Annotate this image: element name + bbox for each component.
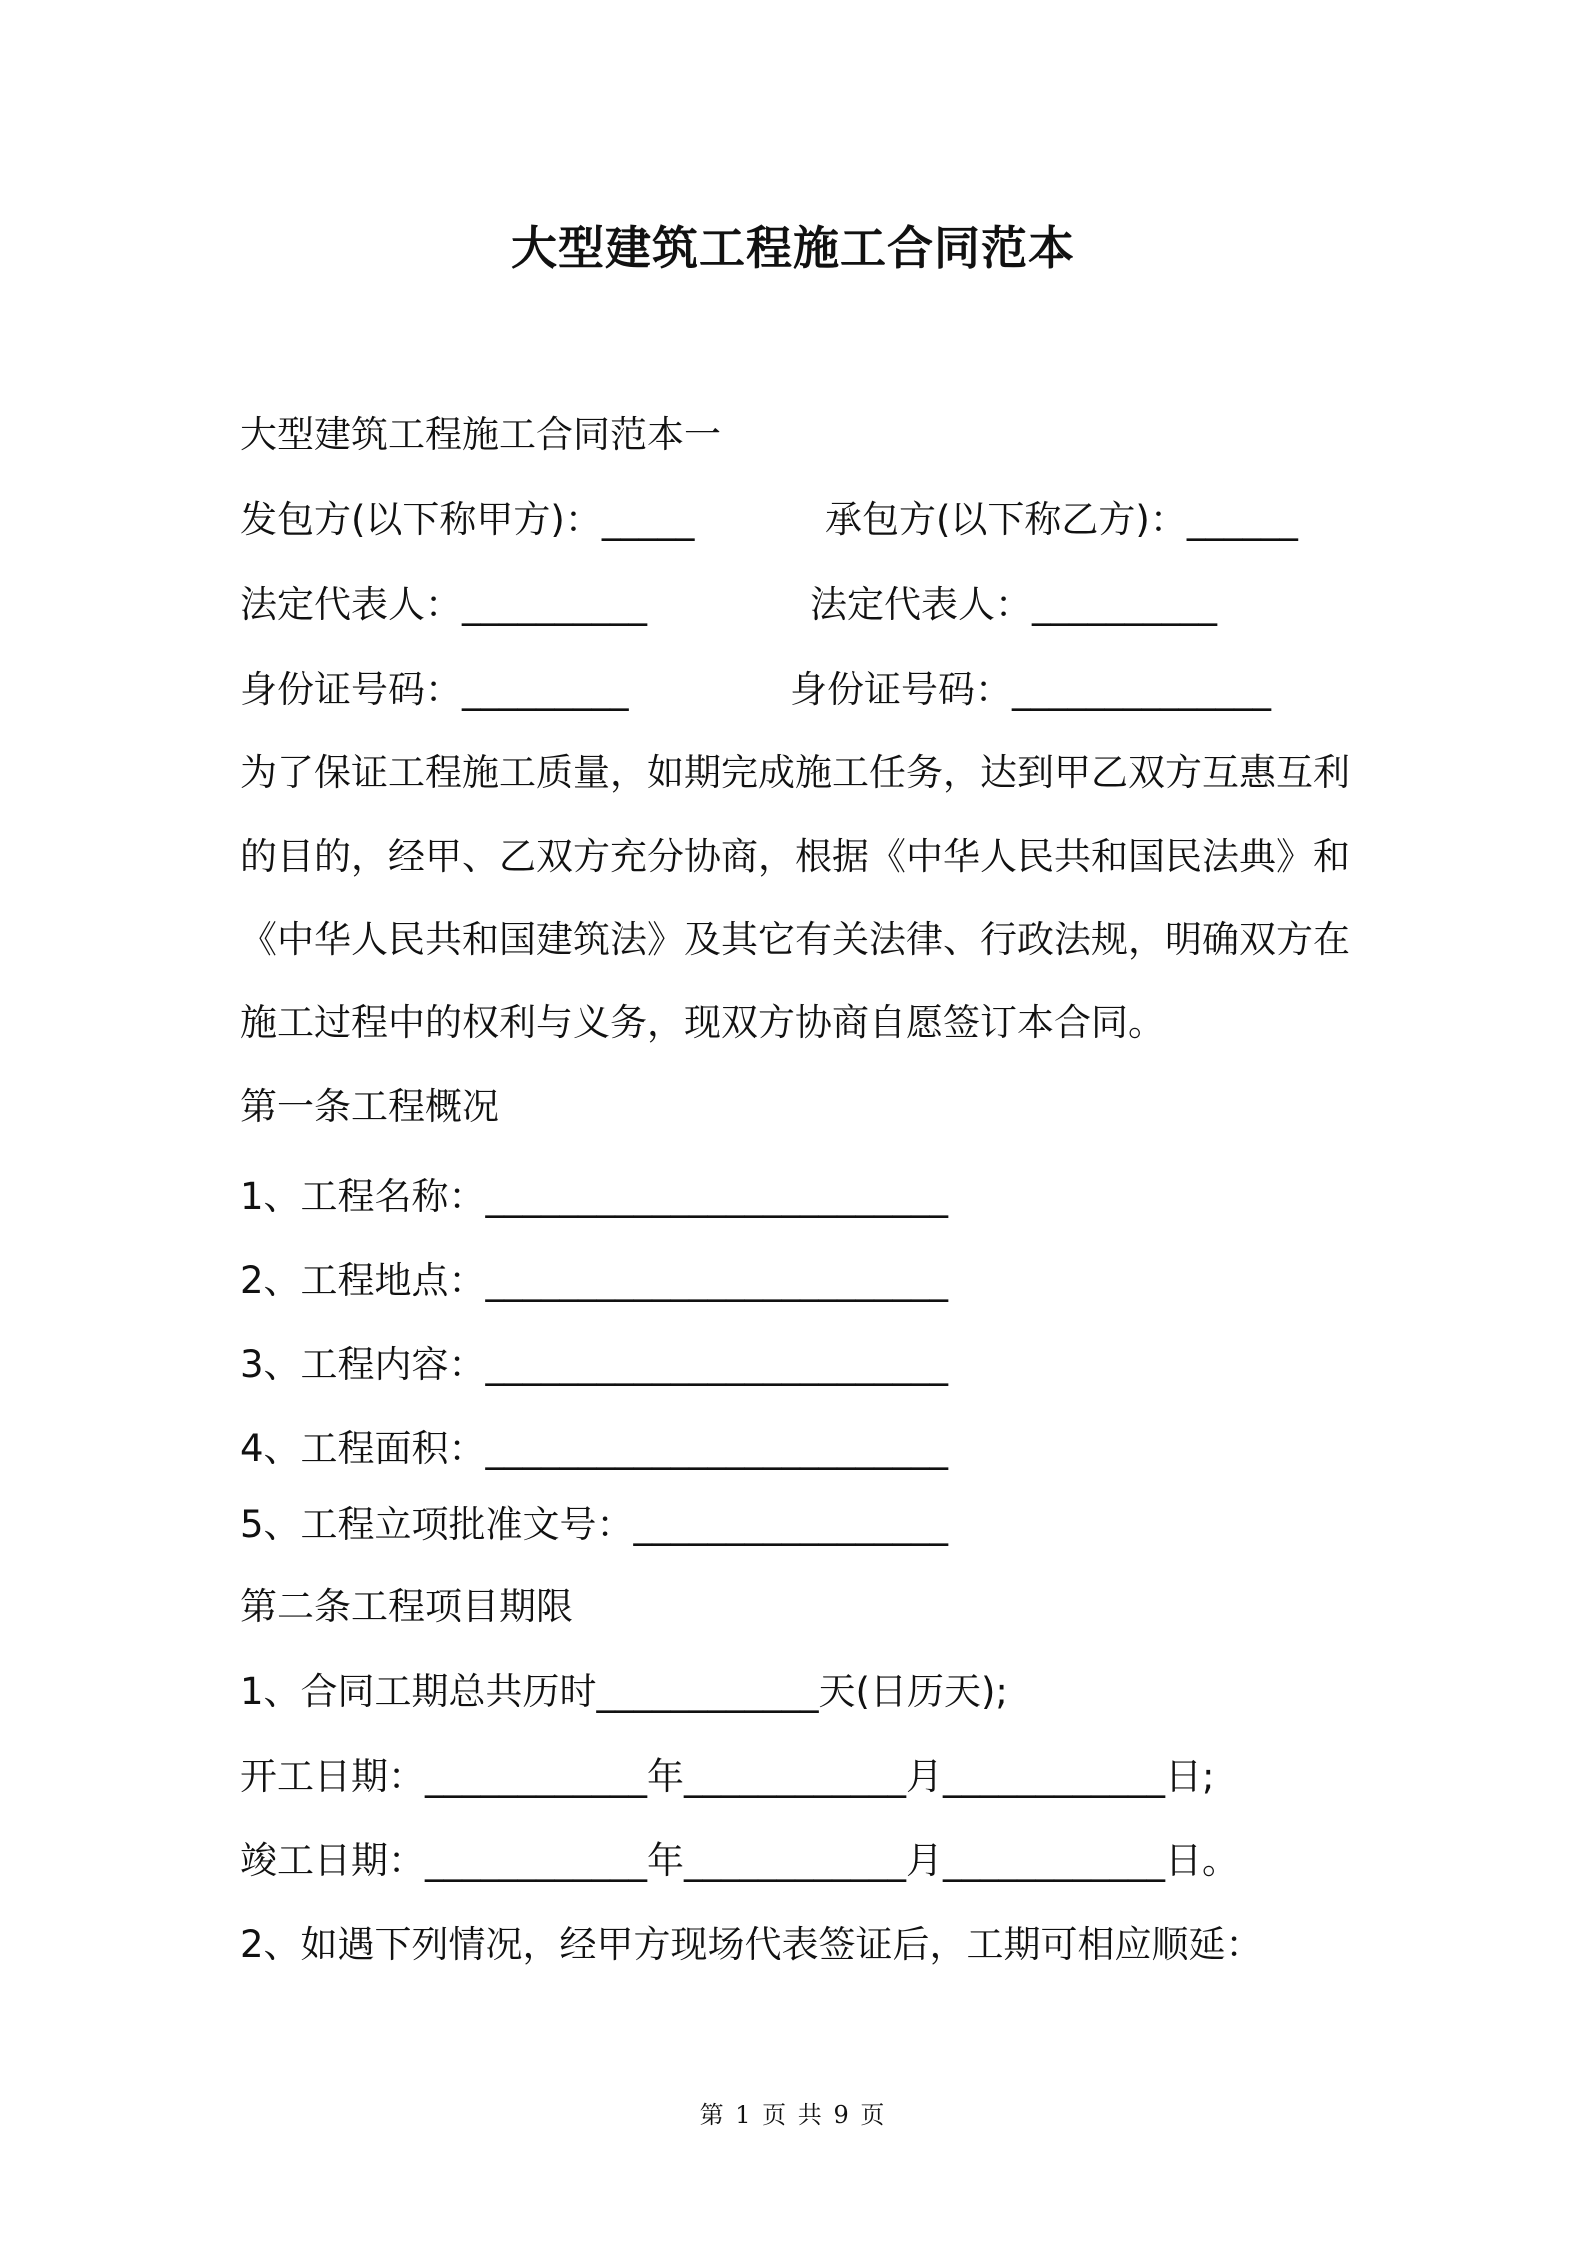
party-a-id-field: 身份证号码：_________ xyxy=(240,668,629,711)
party-b-field: 承包方(以下称乙方)：______ xyxy=(825,498,1298,541)
article-1-heading: 第一条工程概况 xyxy=(240,1085,499,1128)
intro-paragraph-line: 《中华人民共和国建筑法》及其它有关法律、行政法规，明确双方在 xyxy=(240,918,1350,961)
article-1-item: 5、工程立项批准文号：_________________ xyxy=(240,1503,949,1546)
party-a-field: 发包方(以下称甲方)：_____ xyxy=(240,498,695,541)
intro-paragraph-line: 施工过程中的权利与义务，现双方协商自愿签订本合同。 xyxy=(240,1001,1165,1044)
duration-field: 1、合同工期总共历时____________天(日历天); xyxy=(240,1670,1008,1713)
party-a-representative-field: 法定代表人：__________ xyxy=(240,583,647,626)
article-1-item: 2、工程地点：_________________________ xyxy=(240,1259,949,1302)
document-title: 大型建筑工程施工合同范本 xyxy=(511,221,1075,275)
page-indicator: 第 1 页 共 9 页 xyxy=(699,2101,887,2129)
contract-subtitle: 大型建筑工程施工合同范本一 xyxy=(240,413,721,456)
end-date-field: 竣工日期：____________年____________月____________日。 xyxy=(240,1839,1239,1882)
article-2-heading: 第二条工程项目期限 xyxy=(240,1585,573,1628)
intro-paragraph-line: 为了保证工程施工质量，如期完成施工任务，达到甲乙双方互惠互利 xyxy=(240,751,1350,794)
article-1-item: 4、工程面积：_________________________ xyxy=(240,1427,949,1470)
article-1-item: 3、工程内容：_________________________ xyxy=(240,1343,949,1386)
party-b-representative-field: 法定代表人：__________ xyxy=(810,583,1217,626)
start-date-field: 开工日期：____________年____________月____________日; xyxy=(240,1755,1215,1798)
intro-paragraph-line: 的目的，经甲、乙双方充分协商，根据《中华人民共和国民法典》和 xyxy=(240,835,1350,878)
article-1-item: 1、工程名称：_________________________ xyxy=(240,1175,949,1218)
delay-clause: 2、如遇下列情况，经甲方现场代表签证后，工期可相应顺延： xyxy=(240,1923,1263,1966)
party-b-id-field: 身份证号码：______________ xyxy=(790,668,1271,711)
